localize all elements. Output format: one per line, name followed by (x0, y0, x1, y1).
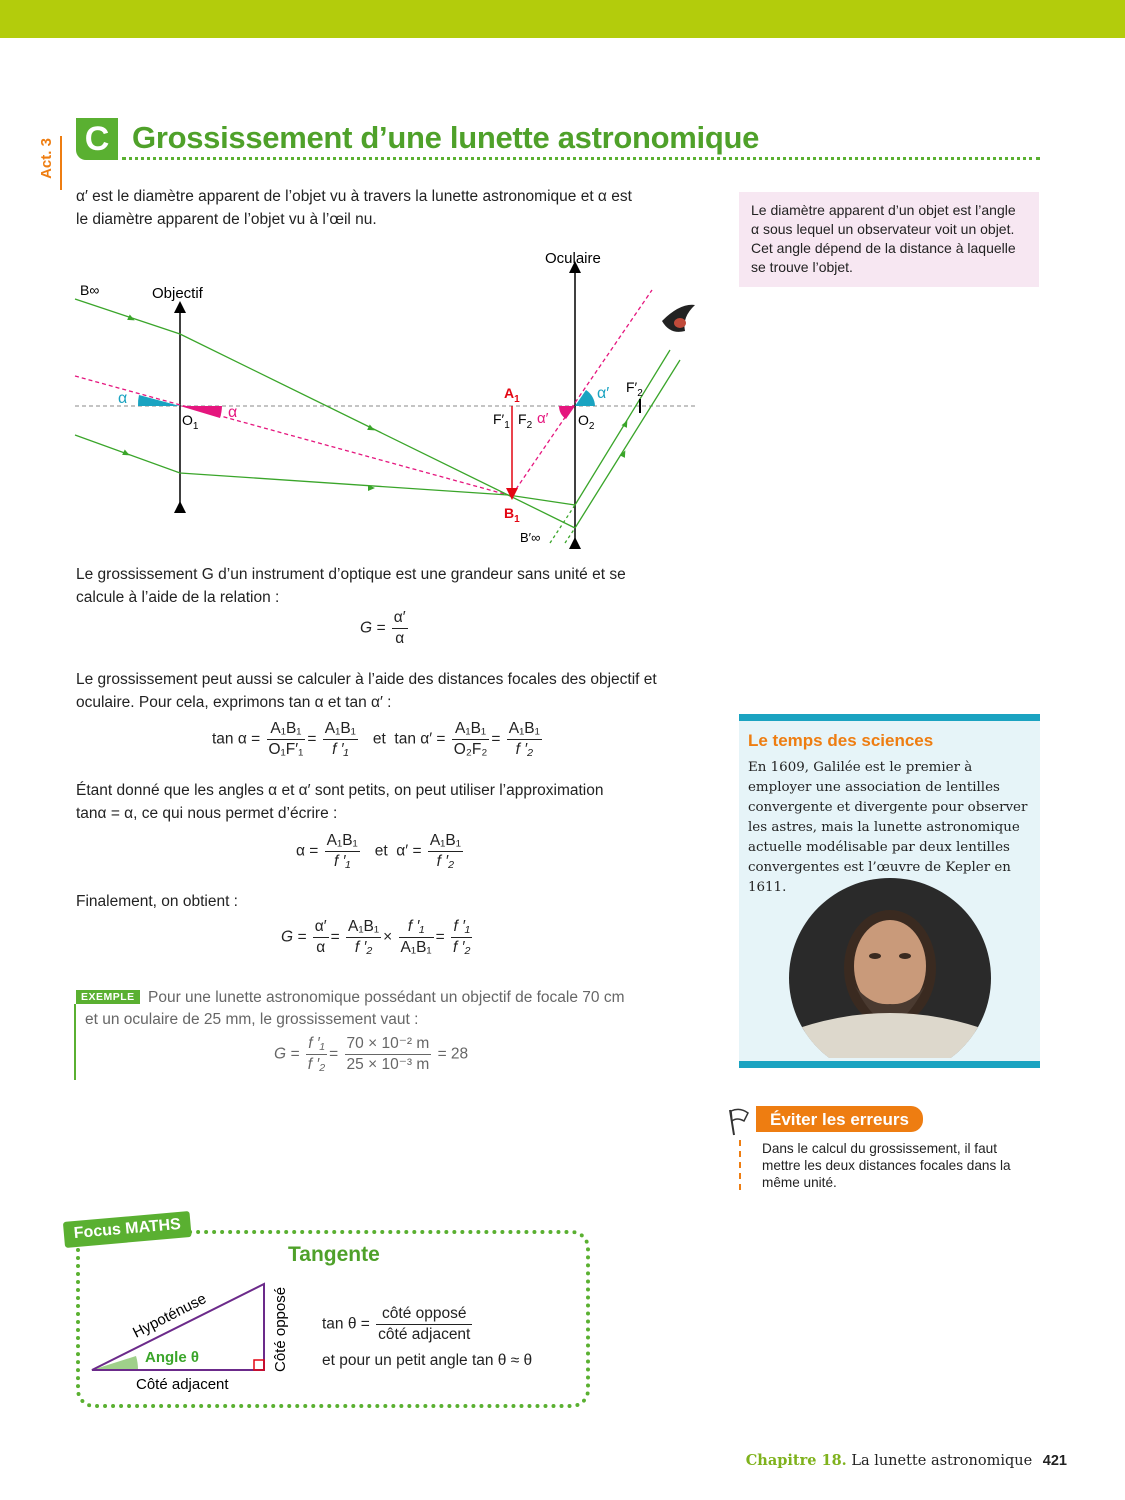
section-letter: C (76, 118, 118, 160)
label-opposite: Côté opposé (272, 1286, 289, 1372)
errors-text: Dans le calcul du grossissement, il faut mettre les deux distances focales dans la même unité. (762, 1141, 1011, 1190)
label-f1-prime: $F'_1$ (493, 411, 510, 431)
label-oculaire: Oculaire (545, 250, 601, 267)
telescope-diagram (70, 245, 710, 550)
errors-badge: Éviter les erreurs (756, 1106, 923, 1132)
label-alpha-prime-blue: α′ (597, 385, 610, 402)
tangent-formula: tan θ = $\frac{\text{côté opposé}}{\text{côté adjacent}}$ (322, 1305, 471, 1343)
page-footer (746, 1452, 1067, 1469)
example-line-2: et un oculaire de 25 mm, le grossissement vaut : (85, 1011, 419, 1028)
eye-icon (662, 305, 695, 332)
label-b1: $B_1$ (504, 505, 520, 525)
label-f2: $F_2$ (518, 411, 533, 431)
flag-icon (726, 1107, 754, 1137)
focus-title: Tangente (288, 1243, 380, 1266)
sciences-title: Le temps des sciences (748, 731, 934, 750)
angle-alpha-cyan (138, 395, 180, 406)
equation-final: G = $\frac{\alpha'}{\alpha}$ = $\frac{\text{A₁B₁}}{\text{f ′₂}}$ × $\frac{\text{f ′₁}}{\text{A₁B₁}}$ = $\frac{\text{f ′₁}}{\text{f ′₂}}$ (281, 918, 471, 956)
errors-dashed-line (739, 1140, 741, 1190)
label-hypotenuse: Hypoténuse (130, 1290, 210, 1342)
definition-box (739, 192, 1039, 287)
label-b-infinity-prime: B′∞ (520, 530, 541, 545)
label-o1: $O_1$ (182, 412, 199, 432)
text-focal (76, 668, 698, 714)
kepler-portrait (789, 878, 992, 1058)
text1-line-1: Le grossissement G d’un instrument d’optique est une grandeur sans unité et se (76, 566, 626, 583)
text2-line-1: Le grossissement peut aussi se calculer à l’aide des distances focales des objectif et (76, 671, 657, 688)
definition-text: Le diamètre apparent d’un objet est l’angle α sous lequel un observateur voit un objet. Cet angle dépend de la distance à laquelle se trouve l’objet. (751, 202, 1016, 275)
label-angle: Angle θ (145, 1349, 199, 1366)
text3-line-1: Étant donné que les angles α et α′ sont petits, on peut utiliser l’approximation (76, 782, 604, 799)
label-alpha-prime-red: α′ (537, 410, 549, 427)
text-approximation (76, 779, 698, 825)
angle-alpha-prime-cyan (575, 390, 595, 406)
intro-line-1: α′ est le diamètre apparent de l’objet vu à travers la lunette astronomique et α est (76, 188, 632, 205)
example-bar (74, 1004, 76, 1080)
text-grossissement (76, 563, 698, 609)
equation-g (360, 608, 410, 649)
page-number: 421 (1042, 1453, 1067, 1469)
small-angle-text: et pour un petit angle tan θ ≈ θ (322, 1352, 533, 1369)
eq1-fraction: $\frac{\alpha'}{\alpha}$ (393, 609, 406, 647)
text2-line-2: oculaire. Pour cela, exprimons tan α et tan α′ : (76, 694, 392, 711)
activity-label: Act. 3 (37, 138, 55, 179)
label-o2: $O_2$ (578, 412, 595, 432)
equation-tan: tan α = $\frac{\text{A₁B₁}}{\text{O₁F′₁}}$ = $\frac{\text{A₁B₁}}{\text{f ′₁}}$ et tan α′ = $\frac{\text{A₁B₁}}{\text{O₂F₂}}$ = $\frac{\text{A₁B₁}}{\text{f ′₂}}$ (212, 720, 540, 758)
ray-magenta-axis (75, 376, 508, 495)
section-title-rule (122, 157, 1040, 160)
label-alpha-mid: α (228, 404, 238, 421)
footer-chapter: Chapitre 18. (745, 1452, 847, 1469)
label-f2-prime: $F'_2$ (626, 379, 643, 399)
label-adjacent: Côté adjacent (136, 1376, 229, 1393)
activity-tab (36, 136, 62, 190)
top-color-bar (0, 0, 1125, 38)
angle-alpha-prime-magenta (559, 406, 575, 419)
label-b-infinity: B∞ (80, 282, 100, 298)
example-badge: EXEMPLE (76, 990, 140, 1004)
focus-maths-badge: Focus MATHS (63, 1211, 192, 1248)
label-a1: $A_1$ (504, 385, 520, 405)
example-equation: G = $\frac{\text{f ′₁}}{\text{f ′₂}}$ = $\frac{\text{70 × 10⁻² m}}{\text{25 × 10⁻³ m}}$ = 28 (274, 1035, 469, 1073)
text-finalement: Finalement, on obtient : (76, 893, 238, 910)
footer-title: La lunette astronomique (851, 1453, 1033, 1469)
text3-line-2: tanα = α, ce qui nous permet d’écrire : (76, 805, 338, 822)
equation-alpha: α = $\frac{\text{A₁B₁}}{\text{f ′₁}}$ et α′ = $\frac{\text{A₁B₁}}{\text{f ′₂}}$ (296, 832, 461, 870)
label-objectif: Objectif (152, 285, 203, 302)
right-triangle-diagram (88, 1276, 318, 1396)
sciences-text: En 1609, Galilée est le premier à employer une association de lentilles convergente et divergente pour observer les astres, mais la lunette astronomique actuelle modélisable par deux lentilles convergentes est l’œuvre de Kepler en 1611. (748, 760, 1028, 895)
label-alpha-left: α (118, 390, 128, 407)
eq1-lhs: G = (360, 619, 386, 637)
text1-line-2: calcule à l’aide de la relation : (76, 589, 280, 606)
intro-line-2: le diamètre apparent de l’objet vu à l’œil nu. (76, 211, 377, 228)
example-line-1: Pour une lunette astronomique possédant un objectif de focale 70 cm (148, 989, 625, 1006)
intro-paragraph (76, 185, 698, 231)
section-title: Grossissement d’une lunette astronomique (132, 120, 760, 155)
ray-green-bottom (75, 435, 575, 528)
